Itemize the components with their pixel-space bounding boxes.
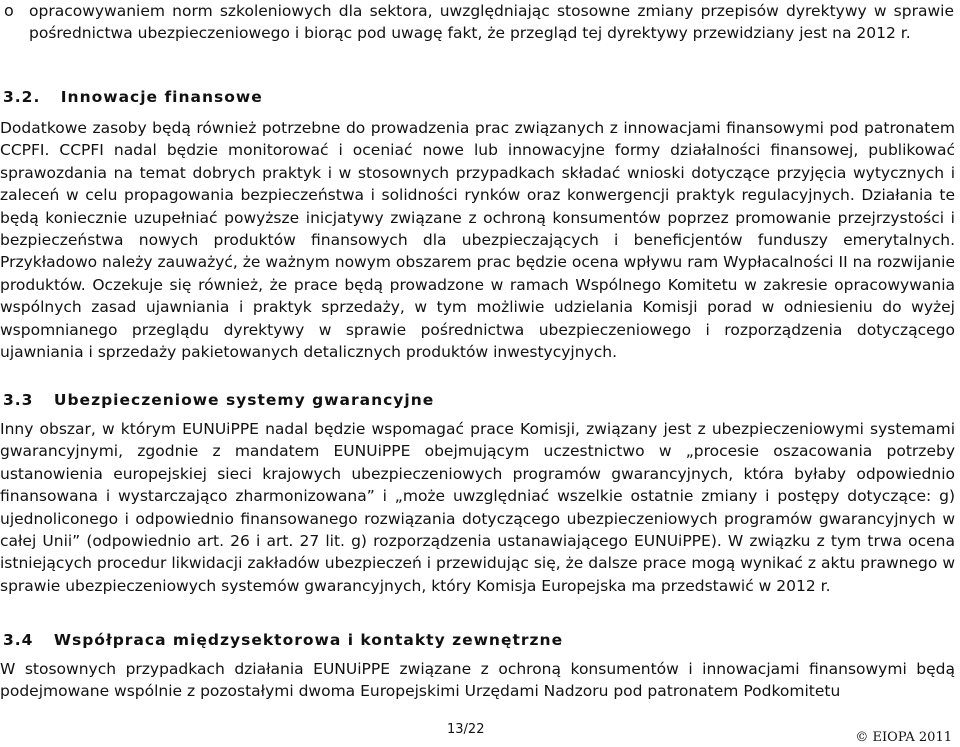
bullet-item bbox=[4, 0, 954, 44]
section-title: Ubezpieczeniowe systemy gwarancyjne bbox=[53, 391, 435, 409]
section-paragraph-3-2: Dodatkowe zasoby będą również potrzebne do prowadzenia prac związanych z innowacjami finansowymi pod patronatem CCPFI. CCPFI nadal będzie monitorować i oceniać nowe lub innowacyjne formy działalności finansowej, publikować sprawozdania na temat dobrych praktyk i w stosownych przypadkach składać wnioski dotyczące przyjęcia wytycznych i zaleceń w celu propagowania bezpieczeństwa i solidności rynków oraz konwergencji praktyk regulacyjnych. Działania te będą koniecznie uzupełniać powyższe inicjatywy związane z ochroną konsumentów poprzez promowanie przejrzystości i bezpieczeństwa nowych produktów finansowych dla ubezpieczających i beneficjentów funduszy emerytalnych. Przykładowo należy zauważyć, że ważnym nowym obszarem prac będzie ocena wpływu ram Wypłacalności II na rozwijanie produktów. Oczekuje się również, że prace będą prowadzone w ramach Wspólnego Komitetu w zakresie opracowywania wspólnych zasad ujawniania i praktyk sprzedaży, w tym możliwie udzielania Komisji porad w odniesieniu do wyżej wspomnianego przeglądu dyrektywy w sprawie pośrednictwa ubezpieczeniowego i rozporządzenia dotyczącego ujawniania i sprzedaży pakietowanych detalicznych produktów inwestycyjnych. bbox=[0, 119, 955, 362]
section-paragraph-3-4: W stosownych przypadkach działania EUNUiPPE związane z ochroną konsumentów i innowacjami finansowymi będą podejmowane wspólnie z pozostałymi dwoma Europejskimi Urzędami Nadzoru pod patronatem Podkomitetu bbox=[0, 660, 955, 701]
copyright-notice: © EIOPA 2011 bbox=[855, 730, 952, 745]
section-title: Innowacje finansowe bbox=[60, 88, 263, 106]
bullet-text: opracowywaniem norm szkoleniowych dla sektora, uwzględniając stosowne zmiany przepisów dyrektywy w sprawie pośrednictwa ubezpieczeniowego i biorąc pod uwagę fakt, że przegląd tej dyrektywy przewidziany jest na 2012 r. bbox=[29, 2, 954, 42]
section-number: 3.4 bbox=[3, 631, 34, 649]
section-number: 3.3 bbox=[3, 391, 34, 409]
section-heading-3-3 bbox=[3, 391, 434, 409]
page-number: 13/22 bbox=[447, 722, 485, 737]
section-heading-3-4 bbox=[3, 631, 563, 649]
bullet-marker: o bbox=[4, 1, 14, 20]
section-title: Współpraca międzysektorowa i kontakty zewnętrzne bbox=[53, 631, 564, 649]
section-number: 3.2. bbox=[3, 88, 41, 106]
section-paragraph-3-3: Inny obszar, w którym EUNUiPPE nadal będzie wspomagać prace Komisji, związany jest z ubezpieczeniowymi systemami gwarancyjnymi, zgodnie z mandatem EUNUiPPE obejmującym uczestnictwo w „procesie oszacowania potrzeby ustanowienia europejskiej sieci krajowych ubezpieczeniowych programów gwarancyjnych, która byłaby odpowiednio finansowana i wystarczająco zharmonizowana” i „może uwzględniać wszelkie ostatnie zmiany i postępy dotyczące: g) ujednoliconego i odpowiednio finansowanego rozwiązania dotyczącego ubezpieczeniowych programów gwarancyjnych w całej Unii” (odpowiednio art. 26 i art. 27 lit. g) rozporządzenia ustanawiającego EUNUiPPE). W związku z tym trwa ocena istniejących procedur likwidacji zakładów ubezpieczeń i przewidując się, że dalsze prace mogą wynikać z aktu prawnego w sprawie ubezpieczeniowych systemów gwarancyjnych, który Komisja Europejska ma przedstawić w 2012 r. bbox=[0, 420, 955, 595]
section-heading-3-2 bbox=[3, 88, 263, 106]
